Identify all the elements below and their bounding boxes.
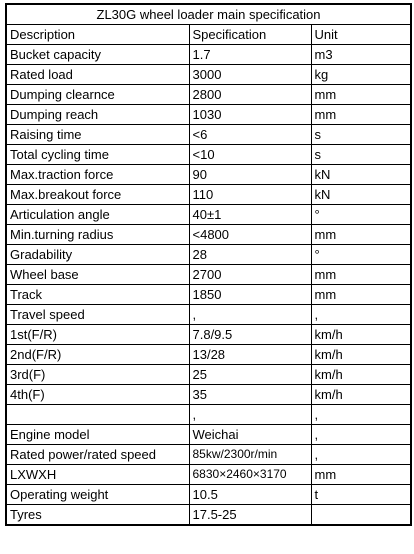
description-cell: Min.turning radius (6, 225, 189, 245)
description-cell: 4th(F) (6, 385, 189, 405)
table-row (6, 225, 411, 245)
unit-cell: , (311, 405, 411, 425)
table-row (6, 485, 411, 505)
unit-cell: , (311, 425, 411, 445)
description-cell: Max.traction force (6, 165, 189, 185)
unit-cell: mm (311, 225, 411, 245)
unit-cell: , (311, 445, 411, 465)
specification-cell: 2800 (189, 85, 311, 105)
specification-cell: Weichai (189, 425, 311, 445)
table-row (6, 265, 411, 285)
title-row (6, 4, 411, 25)
unit-cell: mm (311, 85, 411, 105)
description-cell: Rated load (6, 65, 189, 85)
table-row (6, 105, 411, 125)
specification-cell: , (189, 305, 311, 325)
unit-cell: ° (311, 205, 411, 225)
header-row (6, 25, 411, 45)
header-description: Description (6, 25, 189, 45)
specification-cell: 35 (189, 385, 311, 405)
table-row (6, 465, 411, 485)
table-row (6, 385, 411, 405)
unit-cell: ° (311, 245, 411, 265)
unit-cell: km/h (311, 345, 411, 365)
description-cell: Operating weight (6, 485, 189, 505)
table-row (6, 185, 411, 205)
specification-cell: 10.5 (189, 485, 311, 505)
specification-cell: 2700 (189, 265, 311, 285)
unit-cell (311, 505, 411, 526)
description-cell: Tyres (6, 505, 189, 526)
description-cell: Wheel base (6, 265, 189, 285)
specification-cell: <10 (189, 145, 311, 165)
specification-cell: 85kw/2300r/min (189, 445, 311, 465)
table-row (6, 85, 411, 105)
specification-cell: <6 (189, 125, 311, 145)
table-title: ZL30G wheel loader main specification (6, 4, 411, 25)
specification-cell: 40±1 (189, 205, 311, 225)
table-row (6, 365, 411, 385)
unit-cell: s (311, 145, 411, 165)
unit-cell: km/h (311, 385, 411, 405)
specification-cell: 25 (189, 365, 311, 385)
description-cell: Dumping clearnce (6, 85, 189, 105)
table-row (6, 285, 411, 305)
specification-cell: 17.5-25 (189, 505, 311, 526)
description-cell: Travel speed (6, 305, 189, 325)
description-cell: Engine model (6, 425, 189, 445)
unit-cell: mm (311, 285, 411, 305)
unit-cell: kN (311, 185, 411, 205)
specification-cell: 3000 (189, 65, 311, 85)
specification-cell: 13/28 (189, 345, 311, 365)
description-cell (6, 405, 189, 425)
specification-cell: <4800 (189, 225, 311, 245)
table-row (6, 145, 411, 165)
header-specification: Specification (189, 25, 311, 45)
description-cell: Bucket capacity (6, 45, 189, 65)
table-row (6, 345, 411, 365)
table-row (6, 445, 411, 465)
description-cell: Max.breakout force (6, 185, 189, 205)
table-row (6, 125, 411, 145)
description-cell: Articulation angle (6, 205, 189, 225)
specification-cell: 1.7 (189, 45, 311, 65)
table-row (6, 45, 411, 65)
unit-cell: t (311, 485, 411, 505)
specification-cell: 110 (189, 185, 311, 205)
unit-cell: mm (311, 465, 411, 485)
unit-cell: s (311, 125, 411, 145)
description-cell: Dumping reach (6, 105, 189, 125)
table-row (6, 245, 411, 265)
unit-cell: kN (311, 165, 411, 185)
spec-table (5, 3, 412, 526)
description-cell: LXWXH (6, 465, 189, 485)
description-cell: 1st(F/R) (6, 325, 189, 345)
specification-cell: 90 (189, 165, 311, 185)
description-cell: Rated power/rated speed (6, 445, 189, 465)
table-row (6, 405, 411, 425)
table-row (6, 205, 411, 225)
unit-cell: mm (311, 105, 411, 125)
unit-cell: mm (311, 265, 411, 285)
unit-cell: km/h (311, 325, 411, 345)
description-cell: Gradability (6, 245, 189, 265)
description-cell: Raising time (6, 125, 189, 145)
specification-cell: , (189, 405, 311, 425)
unit-cell: kg (311, 65, 411, 85)
table-row (6, 325, 411, 345)
table-row (6, 165, 411, 185)
header-unit: Unit (311, 25, 411, 45)
table-row (6, 505, 411, 526)
specification-cell: 1030 (189, 105, 311, 125)
unit-cell: m3 (311, 45, 411, 65)
description-cell: Track (6, 285, 189, 305)
description-cell: Total cycling time (6, 145, 189, 165)
specification-cell: 1850 (189, 285, 311, 305)
table-row (6, 65, 411, 85)
specification-cell: 6830×2460×3170 (189, 465, 311, 485)
description-cell: 2nd(F/R) (6, 345, 189, 365)
table-row (6, 305, 411, 325)
table-row (6, 425, 411, 445)
spec-table-body (6, 4, 411, 525)
description-cell: 3rd(F) (6, 365, 189, 385)
unit-cell: , (311, 305, 411, 325)
specification-cell: 28 (189, 245, 311, 265)
specification-cell: 7.8/9.5 (189, 325, 311, 345)
unit-cell: km/h (311, 365, 411, 385)
